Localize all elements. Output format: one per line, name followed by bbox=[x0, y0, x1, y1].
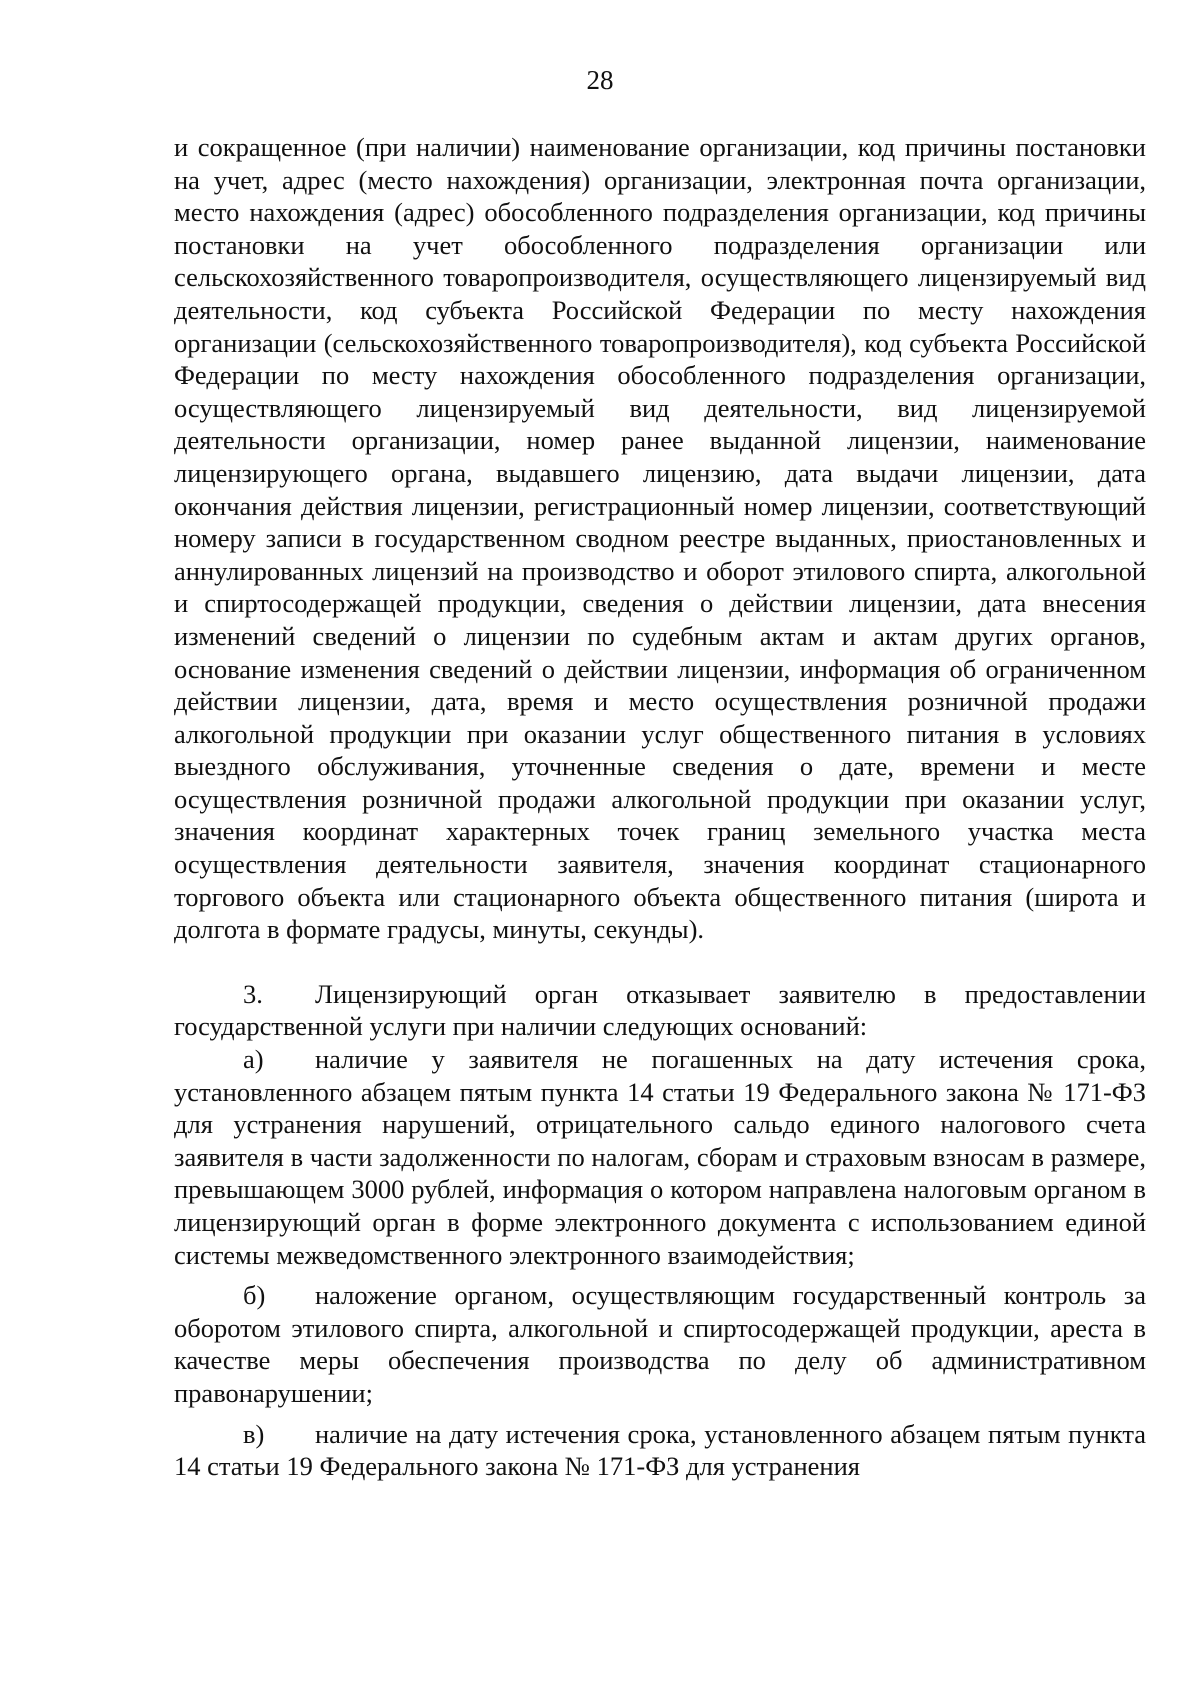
list-item-b-marker: б) bbox=[243, 1280, 266, 1311]
section-3-text: Лицензирующий орган отказывает заявителю в предоставлении государственной услуги при наличии следующих оснований: bbox=[174, 978, 1146, 1042]
list-item-a bbox=[174, 1043, 1146, 1271]
section-3-paragraph bbox=[174, 978, 1146, 1043]
list-item-a-text: наличие у заявителя не погашенных на дату истечения срока, установленного абзацем пятым пункта 14 статьи 19 Федерального закона № 171-ФЗ для устранения нарушений, отрицательного сальдо единого налогового счета заявителя в части задолженности по налогам, сборам и страховым взносам в размере, превышающем 3000 рублей, информация о котором направлена налоговым органом в лицензирующий орган в форме электронного документа с использованием единой системы межведомственного электронного взаимодействия; bbox=[174, 1044, 1146, 1270]
list-item-b-text: наложение органом, осуществляющим государственный контроль за оборотом этилового спирта, алкогольной и спиртосодержащей продукции, ареста в качестве меры обеспечения производства по делу об административном правонарушении; bbox=[174, 1280, 1146, 1408]
page-number: 28 bbox=[586, 65, 614, 95]
list-item-v bbox=[174, 1418, 1146, 1483]
list-item-a-marker: а) bbox=[243, 1044, 264, 1075]
paragraph-main: и сокращенное (при наличии) наименование организации, код причины постановки на учет, адрес (место нахождения) организации, электронная почта организации, место нахождения (адрес) обособленного подразделения организации, код причины постановки на учет обособленного подразделения организации или сельскохозяйственного товаропроизводителя, осуществляющего лицензируемый вид деятельности, код субъекта Российской Федерации по месту нахождения организации (сельскохозяйственного товаропроизводителя), код субъекта Российской Федерации по месту нахождения обособленного подразделения организации, осуществляющего лицензируемый вид деятельности, вид лицензируемой деятельности организации, номер ранее выданной лицензии, наименование лицензирующего органа, выдавшего лицензию, дата выдачи лицензии, дата окончания действия лицензии, регистрационный номер лицензии, соответствующий номеру записи в государственном сводном реестре выданных, приостановленных и аннулированных лицензий на производство и оборот этилового спирта, алкогольной и спиртосодержащей продукции, сведения о действии лицензии, дата внесения изменений сведений о лицензии по судебным актам и актам других органов, основание изменения сведений о действии лицензии, информация об ограниченном действии лицензии, дата, время и место осуществления розничной продажи алкогольной продукции при оказании услуг общественного питания в условиях выездного обслуживания, уточненные сведения о дате, времени и месте осуществления розничной продажи алкогольной продукции при оказании услуг, значения координат характерных точек границ земельного участка места осуществления деятельности заявителя, значения координат стационарного торгового объекта или стационарного объекта общественного питания (широта и долгота в формате градусы, минуты, секунды). bbox=[174, 132, 1146, 945]
list-item-v-text: наличие на дату истечения срока, установленного абзацем пятым пункта 14 статьи 19 Федерального закона № 171-ФЗ для устранения bbox=[174, 1418, 1146, 1482]
list-item-v-marker: в) bbox=[243, 1418, 265, 1449]
section-3-number: 3. bbox=[243, 978, 263, 1009]
document-body bbox=[174, 131, 1146, 1483]
list-item-b bbox=[174, 1279, 1146, 1409]
